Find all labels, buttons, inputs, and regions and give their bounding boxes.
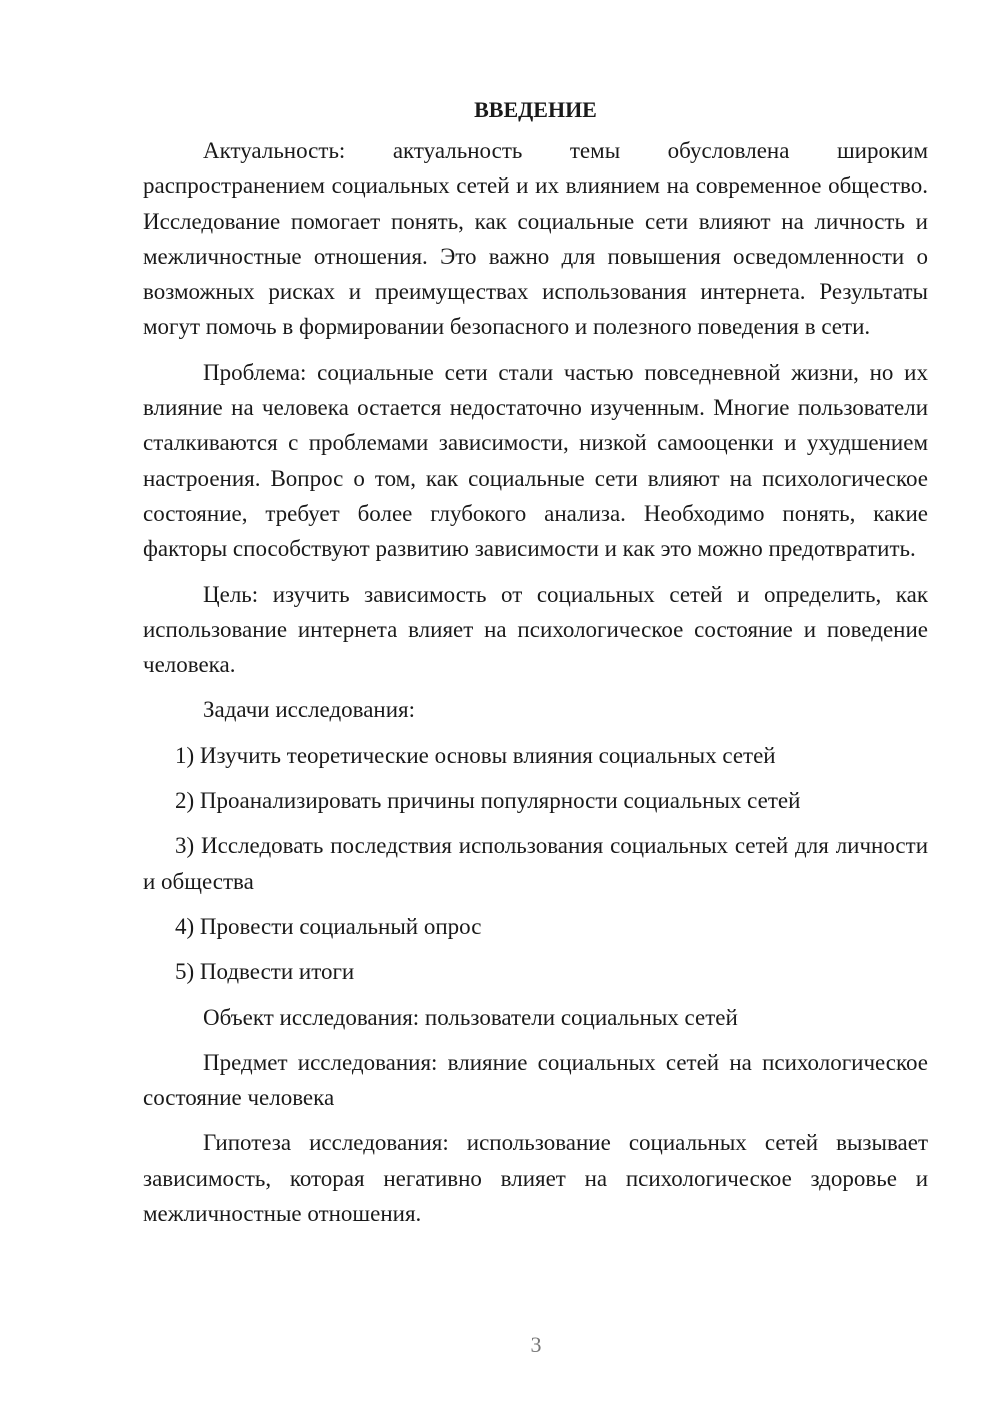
hypothesis-paragraph: Гипотеза исследования: использование социальных сетей вызывает зависимость, которая негативно влияет на психологическое здоровье и межличностные отношения. — [143, 1130, 928, 1227]
task-item-1: 1) Изучить теоретические основы влияния социальных сетей — [175, 742, 776, 768]
task-item-4: 4) Провести социальный опрос — [175, 913, 482, 939]
tasks-heading: Задачи исследования: — [203, 697, 416, 723]
page-number: 3 — [530, 1332, 542, 1357]
relevance-paragraph: Актуальность: актуальность темы обусловлена широким распространением социальных сетей и их влиянием на современное общество. Исследование помогает понять, как социальные сети влияют на личность и межличностные отношения. Это важно для повышения осведомленности о возможных рисках и преимуществах использования интернета. Результаты могут помочь в формировании безопасного и полезного поведения в сети. — [143, 138, 928, 340]
task-item-2: 2) Проанализировать причины популярности социальных сетей — [175, 788, 801, 814]
section-title: ВВЕДЕНИЕ — [474, 97, 597, 122]
subject-paragraph: Предмет исследования: влияние социальных сетей на психологическое состояние человека — [143, 1049, 928, 1111]
document-body — [143, 92, 928, 1231]
object-paragraph: Объект исследования: пользователи социальных сетей — [203, 1004, 738, 1030]
task-item-3: 3) Исследовать последствия использования социальных сетей для личности и общества — [143, 833, 928, 894]
problem-paragraph: Проблема: социальные сети стали частью повседневной жизни, но их влияние на человека остается недостаточно изученным. Многие пользователи сталкиваются с проблемами зависимости, низкой самооценки и ухудшением настроения. Вопрос о том, как социальные сети влияют на психологическое состояние, требует более глубокого анализа. Необходимо понять, какие факторы способствуют развитию зависимости и как это можно предотвратить. — [143, 359, 928, 562]
goal-paragraph: Цель: изучить зависимость от социальных сетей и определить, как использование интернета влияет на психологическое состояние и поведение человека. — [143, 581, 928, 678]
task-item-5: 5) Подвести итоги — [175, 959, 355, 985]
